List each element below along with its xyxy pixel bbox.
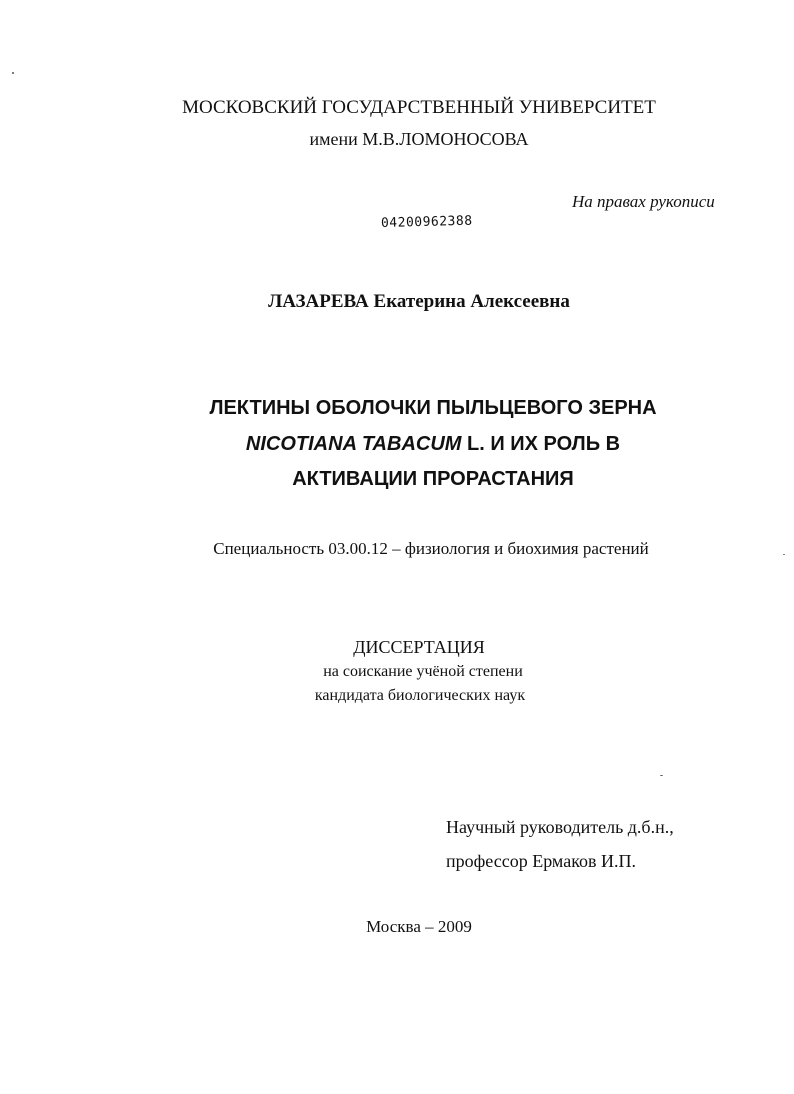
dissertation-field-line: кандидата биологических наук — [314, 687, 526, 704]
dissertation-degree-line: на соискание учёной степени — [323, 663, 523, 680]
manuscript-rights-note: На правах рукописи — [572, 192, 715, 211]
specialty: Специальность 03.00.12 – физиология и биохимия растений — [213, 539, 649, 558]
advisor-line-1: Научный руководитель д.б.н., — [446, 817, 674, 837]
registration-number: 04200962388 — [380, 213, 473, 231]
title-line-2 — [0, 434, 794, 454]
author-surname: ЛАЗАРЕВА — [268, 291, 369, 312]
university-name: МОСКОВСКИЙ ГОСУДАРСТВЕННЫЙ УНИВЕРСИТЕТ — [182, 97, 656, 118]
city-year: Москва – 2009 — [366, 917, 472, 936]
title-line-1: ЛЕКТИНЫ ОБОЛОЧКИ ПЫЛЬЦЕВОГО ЗЕРНА — [209, 397, 657, 419]
scan-speck — [783, 554, 785, 555]
title-line-2-rest: L. И ИХ РОЛЬ В — [461, 433, 621, 455]
author-name — [0, 292, 794, 311]
scan-speck — [660, 775, 663, 776]
dissertation-heading: ДИССЕРТАЦИЯ — [353, 637, 485, 657]
university-named-after: имени М.В.ЛОМОНОСОВА — [309, 129, 529, 149]
scan-speck — [12, 72, 14, 74]
advisor-line-2: профессор Ермаков И.П. — [446, 851, 637, 871]
title-line-3: АКТИВАЦИИ ПРОРАСТАНИЯ — [292, 468, 574, 490]
title-species-name: NICOTIANA TABACUM — [245, 433, 462, 455]
author-given-names: Екатерина Алексеевна — [373, 291, 570, 312]
